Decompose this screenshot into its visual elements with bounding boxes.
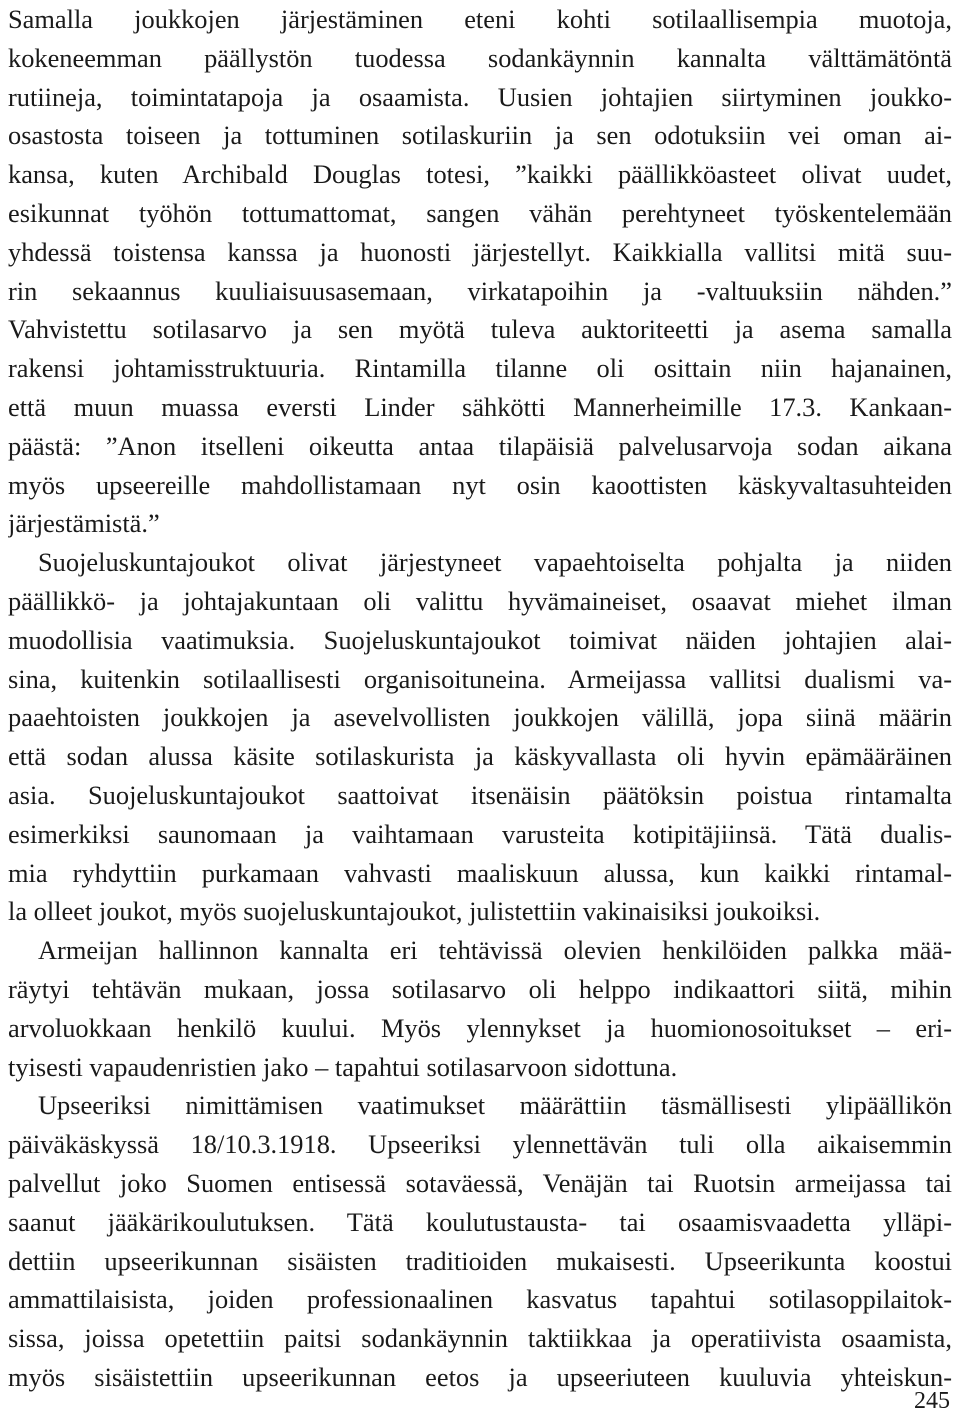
text-line: arvoluokkaan henkilö kuului. Myös ylennykset ja huomionosoitukset – eri- bbox=[8, 1012, 952, 1043]
text-line: sissa, joissa opetettiin paitsi sodankäynnin taktiikkaa ja operatiivista osaamista, bbox=[8, 1323, 952, 1354]
text-line: Samalla joukkojen järjestäminen eteni kohti sotilaallisempia muotoja, bbox=[8, 4, 952, 34]
text-line: kansa, kuten Archibald Douglas totesi, ”kaikki päällikköasteet olivat uudet, bbox=[8, 159, 952, 190]
paragraph bbox=[8, 931, 952, 1086]
text-line: paaehtoisten joukkojen ja asevelvollisten joukkojen välillä, jopa siinä määrin bbox=[8, 702, 952, 733]
text-line: päästä: ”Anon itselleni oikeutta antaa tilapäisiä palvelusarvoja sodan aikana bbox=[8, 430, 952, 461]
text-line: yhdessä toistensa kanssa ja huonosti järjestellyt. Kaikkialla vallitsi mitä suu- bbox=[8, 236, 952, 267]
text-line: mia ryhdyttiin purkamaan vahvasti maaliskuun alussa, kun kaikki rintamal- bbox=[8, 857, 952, 888]
body-text bbox=[8, 0, 952, 1397]
text-line: osastosta toiseen ja tottuminen sotilaskuriin ja sen odotuksiin vei oman ai- bbox=[8, 120, 952, 151]
text-line: Armeijan hallinnon kannalta eri tehtävissä olevien henkilöiden palkka mää- bbox=[38, 935, 952, 966]
text-line: päiväkäskyssä 18/10.3.1918. Upseeriksi ylennettävän tuli olla aikaisemmin bbox=[8, 1129, 952, 1160]
text-line: kokeneemman päällystön tuodessa sodankäynnin kannalta välttämätöntä bbox=[8, 42, 952, 73]
text-line: tyisesti vapaudenristien jako – tapahtui sotilasarvoon sidottuna. bbox=[8, 1051, 678, 1082]
text-line: rakensi johtamisstruktuuria. Rintamilla tilanne oli osittain niin hajanainen, bbox=[8, 353, 952, 384]
text-line: myös sisäistettiin upseerikunnan eetos ja upseeriuteen kuuluvia yhteiskun- bbox=[8, 1361, 952, 1392]
text-line: esimerkiksi saunomaan ja vaihtamaan varusteita kotipitäjiinsä. Tätä dualis- bbox=[8, 818, 952, 849]
text-line: päällikkö- ja johtajakuntaan oli valittu hyvämaineiset, osaavat miehet ilman bbox=[8, 585, 952, 616]
text-line: palvellut joko Suomen entisessä sotaväessä, Venäjän tai Ruotsin armeijassa tai bbox=[8, 1167, 952, 1198]
paragraph bbox=[8, 0, 952, 543]
text-line: Suojeluskuntajoukot olivat järjestyneet vapaehtoiselta pohjalta ja niiden bbox=[38, 547, 952, 578]
text-line: että sodan alussa käsite sotilaskurista ja käskyvallasta oli hyvin epämääräinen bbox=[8, 741, 952, 772]
text-line: saanut jääkärikoulutuksen. Tätä koulutustausta- tai osaamisvaadetta ylläpi- bbox=[8, 1206, 952, 1237]
text-line: rin sekaannus kuuliaisuusasemaan, virkatapoihin ja -valtuuksiin nähden.” bbox=[8, 275, 952, 306]
text-line: sina, kuitenkin sotilaallisesti organisoituneina. Armeijassa vallitsi dualismi va- bbox=[8, 663, 952, 694]
text-line: dettiin upseerikunnan sisäisten traditioiden mukaisesti. Upseerikunta koostui bbox=[8, 1245, 952, 1276]
text-line: järjestämistä.” bbox=[8, 508, 160, 539]
text-line: räytyi tehtävän mukaan, jossa sotilasarvo oli helppo indikaattori siitä, mihin bbox=[8, 973, 952, 1004]
text-line: myös upseereille mahdollistamaan nyt osin kaoottisten käskyvaltasuhteiden bbox=[8, 469, 952, 500]
page-number: 245 bbox=[914, 1388, 950, 1414]
text-line: ammattilaisista, joiden professionaalinen kasvatus tapahtui sotilasoppilaitok- bbox=[8, 1284, 952, 1315]
text-line: rutiineja, toimintatapoja ja osaamista. Uusien johtajien siirtyminen joukko- bbox=[8, 81, 952, 112]
text-line: la olleet joukot, myös suojeluskuntajoukot, julistettiin vakinaisiksi joukoiksi. bbox=[8, 896, 821, 927]
paragraph bbox=[8, 1086, 952, 1396]
text-line: asia. Suojeluskuntajoukot saattoivat itsenäisin päätöksin poistua rintamalta bbox=[8, 779, 952, 810]
text-line: esikunnat työhön tottumattomat, sangen vähän perehtyneet työskentelemään bbox=[8, 197, 952, 228]
text-line: muodollisia vaatimuksia. Suojeluskuntajoukot toimivat näiden johtajien alai- bbox=[8, 624, 952, 655]
text-line: että muun muassa eversti Linder sähkötti Mannerheimille 17.3. Kankaan- bbox=[8, 391, 952, 422]
text-line: Upseeriksi nimittämisen vaatimukset määrättiin täsmällisesti ylipäällikön bbox=[38, 1090, 952, 1121]
text-line: Vahvistettu sotilasarvo ja sen myötä tuleva auktoriteetti ja asema samalla bbox=[8, 314, 952, 345]
paragraph bbox=[8, 543, 952, 931]
